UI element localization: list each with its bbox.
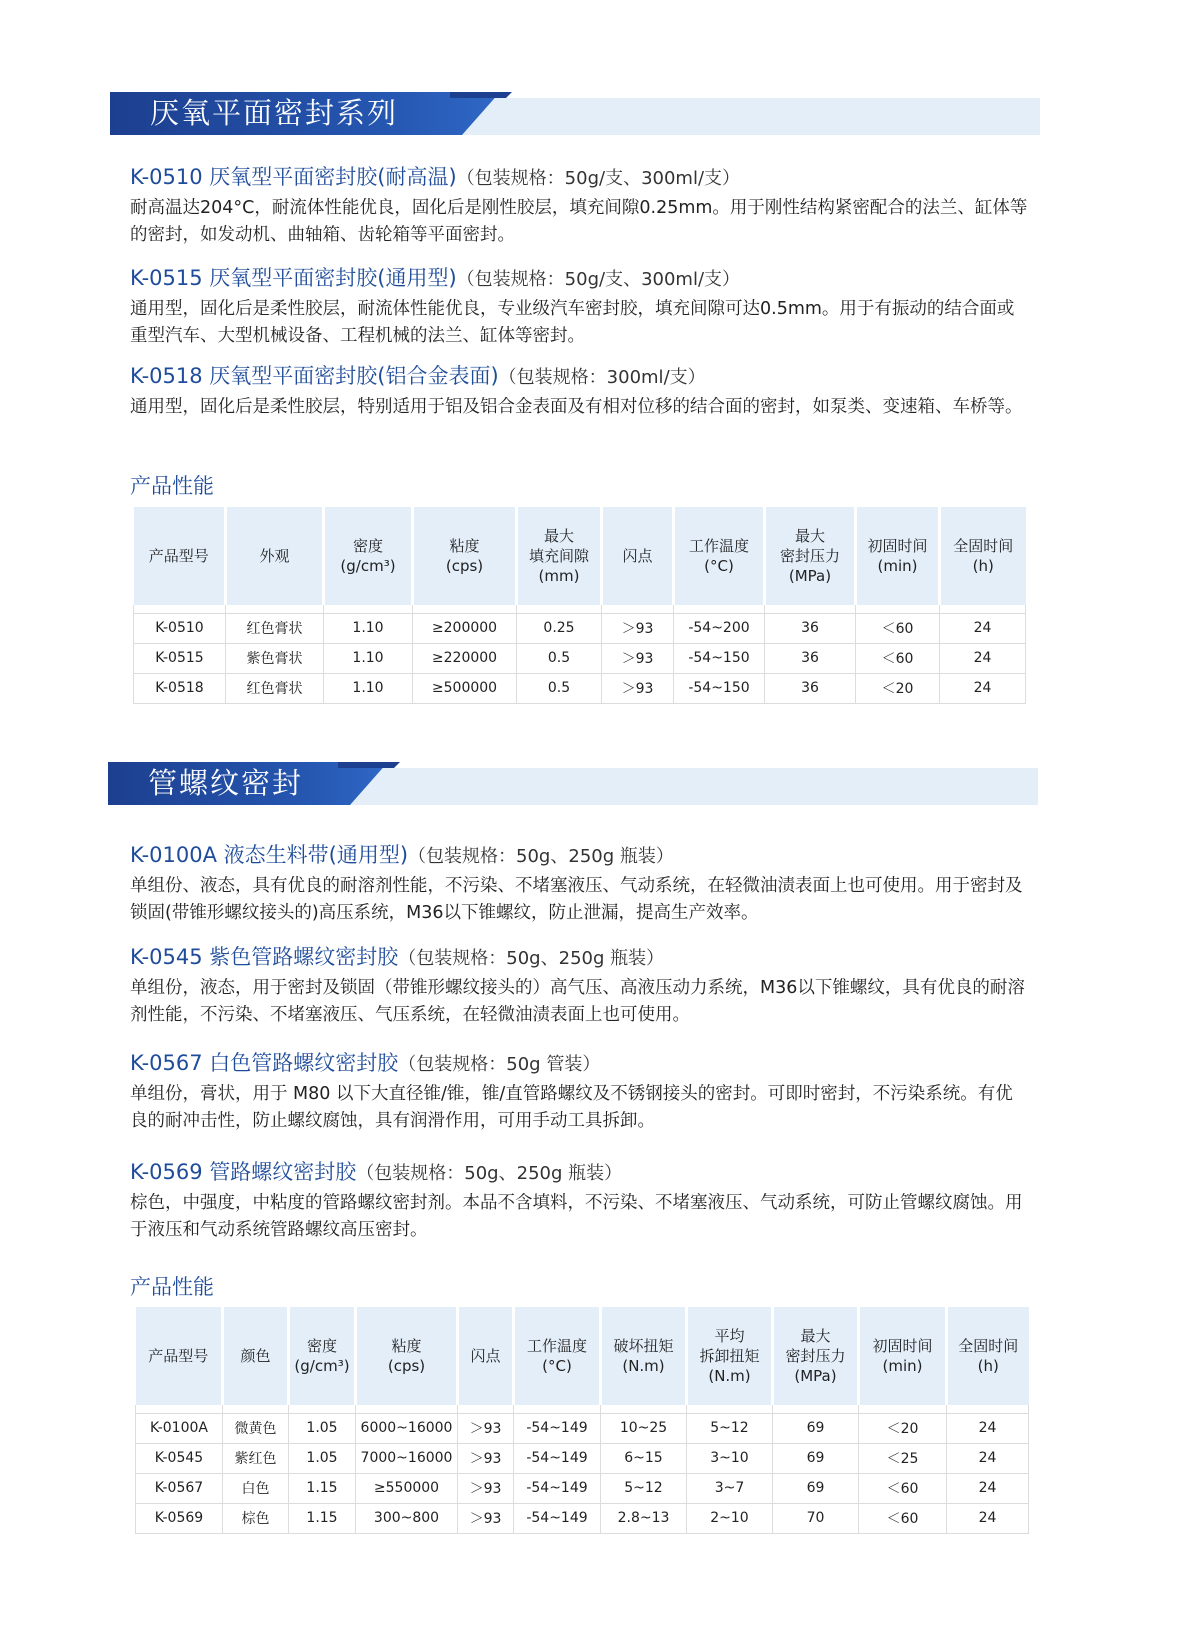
table-cell: 10~25 [601, 1413, 687, 1443]
table-cell: 3~7 [687, 1473, 773, 1503]
product-k0545 [130, 943, 1030, 1029]
spacer-cell [324, 605, 413, 613]
header-tab-accent [450, 92, 512, 98]
table-cell: 1.05 [289, 1413, 356, 1443]
table-cell: ＞93 [458, 1503, 514, 1533]
section-title: 管螺纹密封 [148, 766, 304, 800]
product-title [130, 841, 1030, 871]
product-spec: （包装规格：50g 管装） [398, 1054, 601, 1075]
table-cell: 2~10 [687, 1503, 773, 1533]
column-header: 工作温度 (°C) [514, 1307, 601, 1405]
spacer-cell [856, 605, 940, 613]
spacer-cell [356, 1405, 458, 1413]
product-k0567 [130, 1049, 1030, 1135]
table-cell: -54~149 [514, 1413, 601, 1443]
table-cell: ＜60 [859, 1503, 947, 1533]
column-header: 闪点 [458, 1307, 514, 1405]
column-header: 闪点 [602, 507, 674, 605]
table-cell: 5~12 [601, 1473, 687, 1503]
table-row [136, 1443, 1029, 1473]
product-title [130, 1158, 1030, 1188]
table-row [134, 673, 1026, 703]
product-spec: （包装规格：50g、250g 瓶装） [408, 846, 674, 867]
table-cell: 36 [765, 613, 856, 643]
column-header: 密度 (g/cm³) [289, 1307, 356, 1405]
spacer-cell [289, 1405, 356, 1413]
product-name: 白色管路螺纹密封胶 [209, 1051, 399, 1075]
spacer-cell [674, 605, 765, 613]
table-cell: ＞93 [458, 1443, 514, 1473]
table-cell: 0.5 [517, 673, 602, 703]
spacer-cell [601, 1405, 687, 1413]
table-cell: 24 [940, 643, 1026, 673]
column-header: 破坏扭矩 (N.m) [601, 1307, 687, 1405]
table-cell: ＜20 [856, 673, 940, 703]
table-cell: ≥200000 [413, 613, 517, 643]
product-desc: 耐高温达204°C，耐流体性能优良，固化后是刚性胶层，填充间隙0.25mm。用于刚性结构紧密配合的法兰、缸体等的密封，如发动机、曲轴箱、齿轮箱等平面密封。 [130, 198, 1028, 245]
section-header-pipe-thread [108, 762, 1038, 805]
table-cell: 紫红色 [223, 1443, 289, 1473]
spacer-cell [514, 1405, 601, 1413]
spacer-cell [413, 605, 517, 613]
column-header: 产品型号 [134, 507, 226, 605]
table-cell: 69 [773, 1443, 859, 1473]
product-title [130, 1049, 1030, 1079]
performance-table-2 [135, 1307, 1029, 1534]
column-header: 平均 拆卸扭矩 (N.m) [687, 1307, 773, 1405]
table-cell: ＞93 [458, 1413, 514, 1443]
table-cell: 24 [947, 1443, 1029, 1473]
table-cell: -54~150 [674, 643, 765, 673]
spacer-cell [687, 1405, 773, 1413]
table-cell: 2.8~13 [601, 1503, 687, 1533]
table-cell: K-0518 [134, 673, 226, 703]
table-cell: ＞93 [602, 613, 674, 643]
spacer-cell [773, 1405, 859, 1413]
table-cell: 1.15 [289, 1503, 356, 1533]
table-cell: ＞93 [458, 1473, 514, 1503]
table-spacer-row [136, 1405, 1029, 1413]
product-code: K-0100A [130, 843, 217, 867]
product-spec: （包装规格：50g、250g 瓶装） [356, 1163, 623, 1184]
table-cell: 1.05 [289, 1443, 356, 1473]
spacer-cell [226, 605, 324, 613]
table-cell: 69 [773, 1473, 859, 1503]
table-cell: 0.5 [517, 643, 602, 673]
section-title: 厌氧平面密封系列 [150, 96, 399, 130]
table-cell: ＜25 [859, 1443, 947, 1473]
product-desc: 通用型，固化后是柔性胶层，耐流体性能优良，专业级汽车密封胶，填充间隙可达0.5mm。用于有振动的结合面或重型汽车、大型机械设备、工程机械的法兰、缸体等密封。 [130, 299, 1015, 346]
column-header: 密度 (g/cm³) [324, 507, 413, 605]
table-header-row [136, 1307, 1029, 1405]
table-cell: ＞93 [602, 673, 674, 703]
table-cell: 300~800 [356, 1503, 458, 1533]
product-title [130, 362, 1030, 392]
table-cell: 70 [773, 1503, 859, 1533]
product-k0100a [130, 841, 1030, 927]
table-cell: 24 [940, 613, 1026, 643]
table-row [136, 1413, 1029, 1443]
product-name: 紫色管路螺纹密封胶 [209, 945, 399, 969]
product-name: 管路螺纹密封胶 [209, 1160, 357, 1184]
product-title [130, 163, 1030, 193]
table-cell: K-0515 [134, 643, 226, 673]
product-desc: 通用型，固化后是柔性胶层，特别适用于铝及铝合金表面及有相对位移的结合面的密封，如泵类、变速箱、车桥等。 [130, 397, 1023, 417]
table-cell: ＞93 [602, 643, 674, 673]
column-header: 初固时间 (min) [859, 1307, 947, 1405]
spacer-cell [947, 1405, 1029, 1413]
product-code: K-0545 [130, 945, 203, 969]
table-cell: 7000~16000 [356, 1443, 458, 1473]
product-name: 厌氧型平面密封胶(通用型) [209, 266, 457, 290]
table-cell: K-0100A [136, 1413, 223, 1443]
table-cell: -54~149 [514, 1503, 601, 1533]
product-k0518 [130, 362, 1030, 421]
product-code: K-0567 [130, 1051, 203, 1075]
table-cell: 1.10 [324, 613, 413, 643]
table-cell: ＜60 [856, 643, 940, 673]
table-cell: 紫色膏状 [226, 643, 324, 673]
table-cell: -54~200 [674, 613, 765, 643]
table-cell: K-0569 [136, 1503, 223, 1533]
product-code: K-0569 [130, 1160, 203, 1184]
table-cell: 0.25 [517, 613, 602, 643]
table-cell: 1.10 [324, 673, 413, 703]
column-header: 初固时间 (min) [856, 507, 940, 605]
section-header-anaerobic [110, 92, 1040, 135]
table-cell: 棕色 [223, 1503, 289, 1533]
spacer-cell [765, 605, 856, 613]
product-desc: 单组份，液态，用于密封及锁固（带锥形螺纹接头的）高气压、高液压动力系统，M36以下锥螺纹，具有优良的耐溶剂性能，不污染、不堵塞液压、气压系统，在轻微油渍表面上也可使用。 [130, 978, 1025, 1025]
table-cell: ＜60 [859, 1473, 947, 1503]
table-cell: ＜20 [859, 1413, 947, 1443]
column-header: 全固时间 (h) [947, 1307, 1029, 1405]
spacer-cell [223, 1405, 289, 1413]
table-row [136, 1473, 1029, 1503]
performance-table-1 [133, 507, 1026, 704]
column-header: 粘度 (cps) [413, 507, 517, 605]
table-cell: 24 [947, 1413, 1029, 1443]
product-desc: 单组份、液态，具有优良的耐溶剂性能，不污染、不堵塞液压、气动系统，在轻微油渍表面上也可使用。用于密封及锁固(带锥形螺纹接头的)高压系统，M36以下锥螺纹，防止泄漏，提高生产效率。 [130, 876, 1023, 923]
table-cell: ≥500000 [413, 673, 517, 703]
spacer-cell [940, 605, 1026, 613]
product-spec: （包装规格：50g/支、300ml/支） [456, 168, 741, 189]
spacer-cell [517, 605, 602, 613]
product-desc: 棕色，中强度，中粘度的管路螺纹密封剂。本品不含填料，不污染、不堵塞液压、气动系统，可防止管螺纹腐蚀。用于液压和气动系统管路螺纹高压密封。 [130, 1193, 1023, 1240]
product-spec: （包装规格：50g/支、300ml/支） [456, 269, 741, 290]
product-k0515 [130, 264, 1030, 350]
spacer-cell [136, 1405, 223, 1413]
spacer-cell [859, 1405, 947, 1413]
table-row [134, 643, 1026, 673]
product-name: 厌氧型平面密封胶(铝合金表面) [209, 364, 499, 388]
product-spec: （包装规格：300ml/支） [498, 367, 706, 388]
table-cell: 白色 [223, 1473, 289, 1503]
table-cell: 3~10 [687, 1443, 773, 1473]
table-cell: 6~15 [601, 1443, 687, 1473]
table-cell: 24 [947, 1503, 1029, 1533]
table-spacer-row [134, 605, 1026, 613]
performance-label: 产品性能 [130, 474, 214, 498]
column-header: 粘度 (cps) [356, 1307, 458, 1405]
product-desc: 单组份，膏状，用于 M80 以下大直径锥/锥，锥/直管路螺纹及不锈钢接头的密封。可即时密封，不污染系统。有优良的耐冲击性，防止螺纹腐蚀，具有润滑作用，可用手动工具拆卸。 [130, 1084, 1013, 1131]
table-cell: 69 [773, 1413, 859, 1443]
table-cell: -54~149 [514, 1443, 601, 1473]
product-code: K-0515 [130, 266, 203, 290]
table-cell: 24 [947, 1473, 1029, 1503]
table-cell: 36 [765, 643, 856, 673]
table-cell: 5~12 [687, 1413, 773, 1443]
table-cell: 红色膏状 [226, 613, 324, 643]
table-cell: 红色膏状 [226, 673, 324, 703]
table-cell: ＜60 [856, 613, 940, 643]
table-cell: ≥220000 [413, 643, 517, 673]
table-row [134, 613, 1026, 643]
header-tab-accent [338, 762, 400, 768]
column-header: 最大 密封压力 (MPa) [773, 1307, 859, 1405]
table-cell: 1.10 [324, 643, 413, 673]
spacer-cell [602, 605, 674, 613]
product-title [130, 264, 1030, 294]
product-k0510 [130, 163, 1030, 249]
table-cell: 6000~16000 [356, 1413, 458, 1443]
table-cell: ≥550000 [356, 1473, 458, 1503]
table-row [136, 1503, 1029, 1533]
table-cell: -54~149 [514, 1473, 601, 1503]
table-cell: K-0545 [136, 1443, 223, 1473]
product-code: K-0510 [130, 165, 203, 189]
table-cell: -54~150 [674, 673, 765, 703]
column-header: 工作温度 (°C) [674, 507, 765, 605]
column-header: 颜色 [223, 1307, 289, 1405]
table-cell: K-0567 [136, 1473, 223, 1503]
column-header: 全固时间 (h) [940, 507, 1026, 605]
table-cell: 24 [940, 673, 1026, 703]
performance-label: 产品性能 [130, 1275, 214, 1299]
table-header-row [134, 507, 1026, 605]
table-cell: 微黄色 [223, 1413, 289, 1443]
product-title [130, 943, 1030, 973]
product-code: K-0518 [130, 364, 203, 388]
spacer-cell [134, 605, 226, 613]
column-header: 最大 填充间隙 (mm) [517, 507, 602, 605]
product-name: 厌氧型平面密封胶(耐高温) [209, 165, 457, 189]
spacer-cell [458, 1405, 514, 1413]
product-spec: （包装规格：50g、250g 瓶装） [398, 948, 665, 969]
column-header: 产品型号 [136, 1307, 223, 1405]
table-cell: 36 [765, 673, 856, 703]
column-header: 外观 [226, 507, 324, 605]
product-name: 液态生料带(通用型) [223, 843, 409, 867]
column-header: 最大 密封压力 (MPa) [765, 507, 856, 605]
product-k0569 [130, 1158, 1030, 1244]
table-cell: 1.15 [289, 1473, 356, 1503]
table-cell: K-0510 [134, 613, 226, 643]
